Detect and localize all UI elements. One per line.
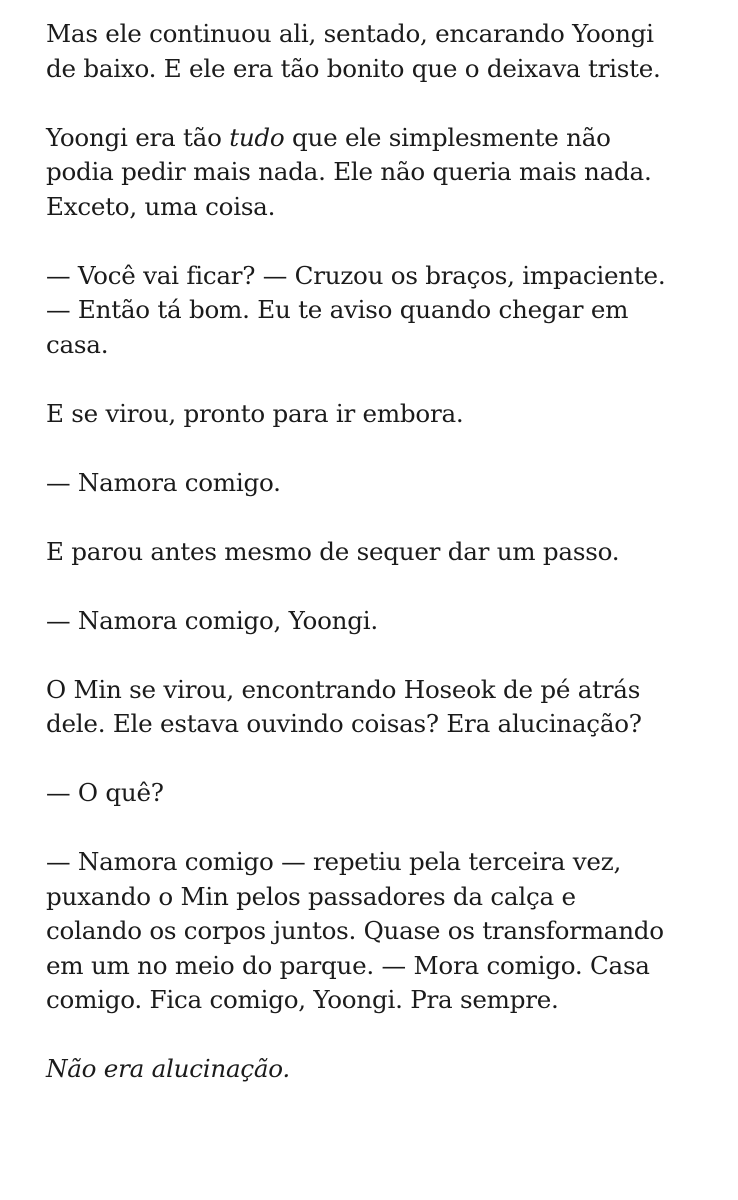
- text-line: casa.: [46, 329, 109, 359]
- text-line: colando os corpos juntos. Quase os transformando: [46, 916, 664, 945]
- emphasis-text: tudo: [229, 122, 285, 152]
- text-line: Exceto, uma coisa.: [46, 191, 276, 221]
- paragraph-1: [46, 17, 702, 86]
- text-line: E se virou, pronto para ir embora.: [46, 398, 464, 428]
- text-line: de baixo. E ele era tão bonito que o deixava triste.: [46, 53, 661, 83]
- text-line: podia pedir mais nada. Ele não queria mais nada.: [46, 157, 652, 186]
- text-line: — O quê?: [46, 778, 164, 807]
- text-line: Não era alucinação.: [46, 1054, 290, 1083]
- paragraph-9: [46, 776, 702, 811]
- paragraph-10: [46, 845, 702, 1018]
- paragraph-7: [46, 604, 702, 639]
- text-line: [46, 121, 702, 156]
- text-line: O Min se virou, encontrando Hoseok de pé atrás: [46, 674, 641, 704]
- text-line: comigo. Fica comigo, Yoongi. Pra sempre.: [46, 985, 559, 1014]
- paragraph-5: [46, 466, 702, 501]
- paragraph-4: [46, 397, 702, 432]
- text-line: em um no meio do parque. — Mora comigo. Casa: [46, 950, 650, 980]
- paragraph-3: [46, 259, 702, 363]
- text-line: puxando o Min pelos passadores da calça e: [46, 881, 576, 911]
- paragraph-11: [46, 1052, 702, 1087]
- text-segment: Yoongi era tão: [46, 122, 230, 152]
- text-line: E parou antes mesmo de sequer dar um passo.: [46, 536, 620, 566]
- text-line: — Namora comigo.: [46, 467, 281, 497]
- paragraph-6: [46, 535, 702, 570]
- text-line: — Namora comigo, Yoongi.: [46, 605, 378, 635]
- text-line: — Namora comigo — repetiu pela terceira vez,: [46, 847, 622, 876]
- paragraph-8: [46, 673, 702, 742]
- paragraph-2: [46, 121, 702, 225]
- text-line: — Você vai ficar? — Cruzou os braços, impaciente.: [46, 260, 666, 290]
- text-line: dele. Ele estava ouvindo coisas? Era alucinação?: [46, 709, 642, 738]
- text-line: — Então tá bom. Eu te aviso quando chegar em: [46, 295, 629, 324]
- text-line: Mas ele continuou ali, sentado, encarando Yoongi: [46, 19, 654, 48]
- text-segment: que ele simplesmente não: [284, 122, 611, 152]
